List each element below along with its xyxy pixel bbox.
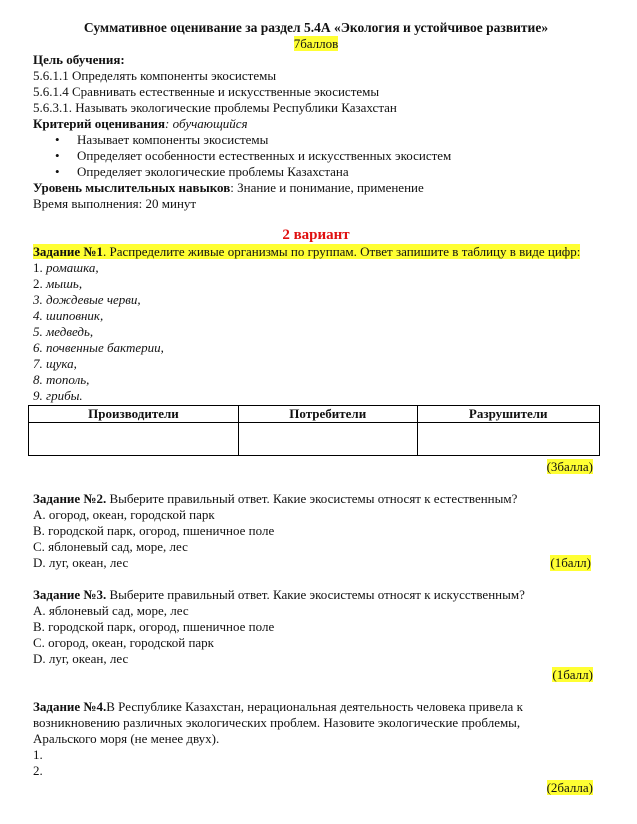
task1-score: (3балла) (546, 459, 593, 474)
column-header-consumers: Потребители (238, 406, 417, 423)
task4-label: Задание №4. (33, 699, 107, 714)
list-item: 1. ромашка, (33, 260, 99, 275)
objectives-heading: Цель обучения: (33, 52, 125, 67)
task2-text: Выберите правильный ответ. Какие экосистемы относят к естественным? (106, 491, 518, 506)
option-item[interactable]: D. луг, океан, лес (33, 555, 129, 570)
task3-text: Выберите правильный ответ. Какие экосистемы относят к искусственным? (106, 587, 525, 602)
task3-label: Задание №3. (33, 587, 107, 602)
option-item[interactable]: D. луг, океан, лес (33, 651, 129, 666)
answer-table (28, 405, 600, 456)
task4-prompt (33, 699, 585, 747)
criteria-item: • Определяет особенности естественных и искусственных экосистем (77, 148, 599, 164)
task2-prompt (33, 491, 599, 507)
organism-list (33, 260, 599, 404)
time-limit: Время выполнения: 20 минут (33, 196, 197, 211)
document-title: Суммативное оценивание за раздел 5.4А «Экология и устойчивое развитие» (83, 20, 549, 35)
assessment-page (33, 20, 599, 796)
answer-cell-decomposers[interactable] (417, 423, 600, 456)
task3-prompt (33, 587, 599, 603)
task4-text: В Республике Казахстан, нерациональная деятельность человека привела к возникновению различных экологических проблем. Назовите экологические проблемы, Аральского моря (не менее двух). (33, 699, 523, 746)
task3-score: (1балл) (552, 667, 593, 682)
skills-line (33, 180, 599, 196)
option-item[interactable]: B. городской парк, огород, пшеничное поле (33, 619, 275, 634)
task4-score: (2балла) (546, 780, 593, 795)
variant-title: 2 вариант (282, 227, 350, 243)
skills-value: : Знание и понимание, применение (230, 180, 424, 195)
list-item: 4. шиповник, (33, 308, 104, 323)
column-header-decomposers: Разрушители (417, 406, 600, 423)
option-item[interactable]: C. огород, океан, городской парк (33, 635, 214, 650)
skills-label: Уровень мыслительных навыков (33, 180, 231, 195)
answer-cell-producers[interactable] (29, 423, 239, 456)
list-item: 5. медведь, (33, 324, 94, 339)
answer-line[interactable]: 1. (33, 747, 43, 762)
option-item[interactable]: C. яблоневый сад, море, лес (33, 539, 188, 554)
criteria-item: • Называет компоненты экосистемы (77, 132, 599, 148)
list-item: 2. мышь, (33, 276, 83, 291)
task1-prompt (33, 244, 599, 260)
answer-line[interactable]: 2. (33, 763, 43, 778)
list-item: 7. щука, (33, 356, 77, 371)
option-item[interactable]: A. огород, океан, городской парк (33, 507, 215, 522)
list-item: 3. дождевые черви, (33, 292, 141, 307)
list-item: 8. тополь, (33, 372, 90, 387)
criteria-heading-line (33, 116, 599, 132)
option-item[interactable]: A. яблоневый сад, море, лес (33, 603, 189, 618)
objective-item: 5.6.1.1 Определять компоненты экосистемы (33, 68, 277, 83)
objective-item: 5.6.3.1. Называть экологические проблемы Республики Казахстан (33, 100, 397, 115)
option-item[interactable]: B. городской парк, огород, пшеничное поле (33, 523, 275, 538)
criteria-sub: : обучающийся (165, 116, 248, 131)
task2-score: (1балл) (550, 555, 591, 570)
criteria-list (33, 132, 599, 180)
criteria-heading: Критерий оценивания (33, 116, 166, 131)
criteria-item: • Определяет экологические проблемы Казахстана (77, 164, 599, 180)
list-item: 9. грибы. (33, 388, 83, 403)
column-header-producers: Производители (29, 406, 239, 423)
answer-cell-consumers[interactable] (238, 423, 417, 456)
objective-item: 5.6.1.4 Сравнивать естественные и искусственные экосистемы (33, 84, 380, 99)
task1-text: . Распределите живые организмы по группам. Ответ запишите в таблицу в виде цифр: (103, 244, 581, 259)
task2-label: Задание №2. (33, 491, 107, 506)
total-points: 7баллов (293, 36, 339, 51)
list-item: 6. почвенные бактерии, (33, 340, 164, 355)
task1-label: Задание №1 (33, 244, 104, 259)
